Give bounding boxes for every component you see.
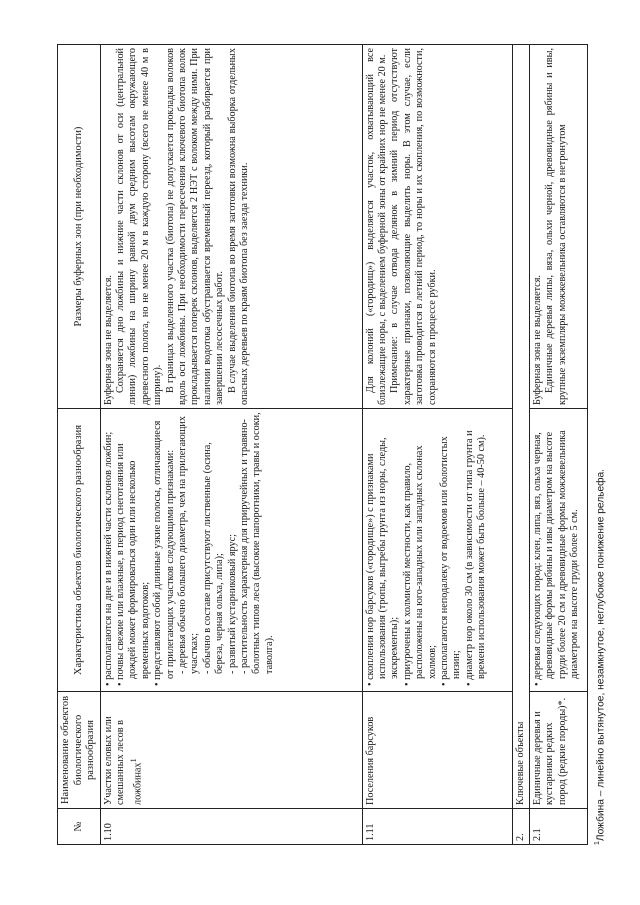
table-row (529, 45, 587, 845)
list-item: • приурочены к холмистой местности, как правило, расположены на юго-западных или западных склонах холмов; (402, 412, 439, 688)
list-item: • почвы свежие или влажные, в период снеготаяния или дождей может формироваться один или несколько временных водотоков; (115, 412, 152, 688)
row-characteristics (529, 409, 587, 692)
section-title: Ключевые объекты (512, 45, 529, 809)
buffer-paragraph: Буферная зона не выделяется. (531, 275, 543, 405)
row-buffer (362, 45, 512, 409)
footnote (594, 469, 606, 845)
buffer-paragraph: В границах выделенного участка (биотопа) не допускается прокладка волоков вдоль оси ложбины. При необходимости пересечения ключевого биотопа волок прокладывается поперек склонов, выделяется 2 НЭТ с волоком между ними. При наличии водотока обустраивается временный переезд, который разбирается при завершении лесосечных работ. (164, 48, 226, 405)
table-row (362, 45, 512, 845)
row-name: Участки еловых или смешанных лесов в ложбинах$^1$ (100, 692, 362, 809)
header-num: № (58, 809, 101, 845)
header-characteristics: Характеристика объектов биологического разнообразия (58, 409, 101, 692)
header-name: Наименование объектов биологического разнообразия (58, 692, 101, 809)
buffer-paragraph: Единичные деревья липы, вяза, ольхи черной, древовидные рябины и ивы, крупные экземпляры можжевельника оставляются в нетронутом (544, 48, 568, 405)
header-buffer: Размеры буферных зон (при необходимости) (58, 45, 101, 409)
buffer-paragraph: В случае выделения биотопа во время заготовки возможна выборка отдельных опасных деревьев по краям биотопа без заезда техники. (226, 48, 250, 405)
list-item: • диаметр нор около 30 см (в зависимости от типа грунта и времени использования может быть больше – 40-50 см). (464, 412, 489, 688)
sub-list-item: - растительность характерная для приручейных и травяно-болотных типов леса (высокие папоротники, травы и осоки, таволга). (239, 412, 276, 688)
sub-list-item: - развитый кустарниковый ярус; (227, 412, 239, 688)
row-name: Поселения барсуков (362, 692, 512, 809)
row-buffer (529, 45, 587, 409)
row-num: 1.10 (100, 809, 362, 845)
row-num: 1.11 (362, 809, 512, 845)
buffer-paragraph: Для колоний («городищ») выделяется участок, охватывающий все близлежащие норы, с выделением буферной зоны от крайних нор не менее 20 м. (364, 48, 388, 405)
section-row (512, 45, 529, 845)
buffer-paragraph: Сохраняется дно ложбины и нижние части склонов от оси (центральной линии) ложбины на ширину равной двум средним высотам окружающего древесного полога, но не менее 20 м в каждую сторону (всего не менее 40 м в ширину). (114, 48, 164, 405)
row-characteristics (100, 409, 362, 692)
table-header-row (58, 45, 101, 845)
table-row (100, 45, 362, 845)
footnote-mark: 1 (594, 841, 601, 845)
buffer-paragraph: Буферная зона не выделяется. (102, 275, 114, 405)
biodiversity-table (57, 44, 588, 845)
row-buffer (100, 45, 362, 409)
list-item: • располагаются на дне и в нижней части склонов ложбин; (103, 412, 115, 688)
row-num: 2.1 (529, 809, 587, 845)
row-characteristics (362, 409, 512, 692)
list-item: • скопления нор барсуков («городище») с признаками использования (тропы, выгребы грунта из норы, следы, экскременты); (365, 412, 402, 688)
list-item: • располагаются неподалеку от водоемов или болотистых низин; (439, 412, 464, 688)
row-name: Единичные деревья и кустарники редких пород (редкие породы)*. (529, 692, 587, 809)
sub-list-item: - деревья обычно большего диаметра, чем на прилегающих участках; (177, 412, 202, 688)
list-item: • деревья следующих пород: клен, липа, вяз, ольха черная, древовидные формы рябины и ивы диаметром на высоте груди более 20 см и древовидные формы можжевельника диаметром на высоте груди более 5 см. (532, 412, 582, 688)
buffer-paragraph: Примечание: в случае отвода делянок в зимний период отсутствуют характерные признаки, позволяющие выделить норы. В этом случае, если заготовка проводится в летний период, то норы и их скопления, по возможности, сохраняются в процессе рубки. (389, 48, 438, 405)
sub-list-item: - обычно в составе присутствуют лиственные (осина, береза, черная ольха, липа); (202, 412, 227, 688)
list-item: • представляют собой длинные узкие полосы, отличающиеся от прилегающих участков следующими признаками: (152, 412, 177, 688)
section-num: 2. (512, 809, 529, 845)
footnote-text: Ложбина – линейно вытянутое, незамкнутое, неглубокое понижение рельефа. (595, 468, 607, 842)
